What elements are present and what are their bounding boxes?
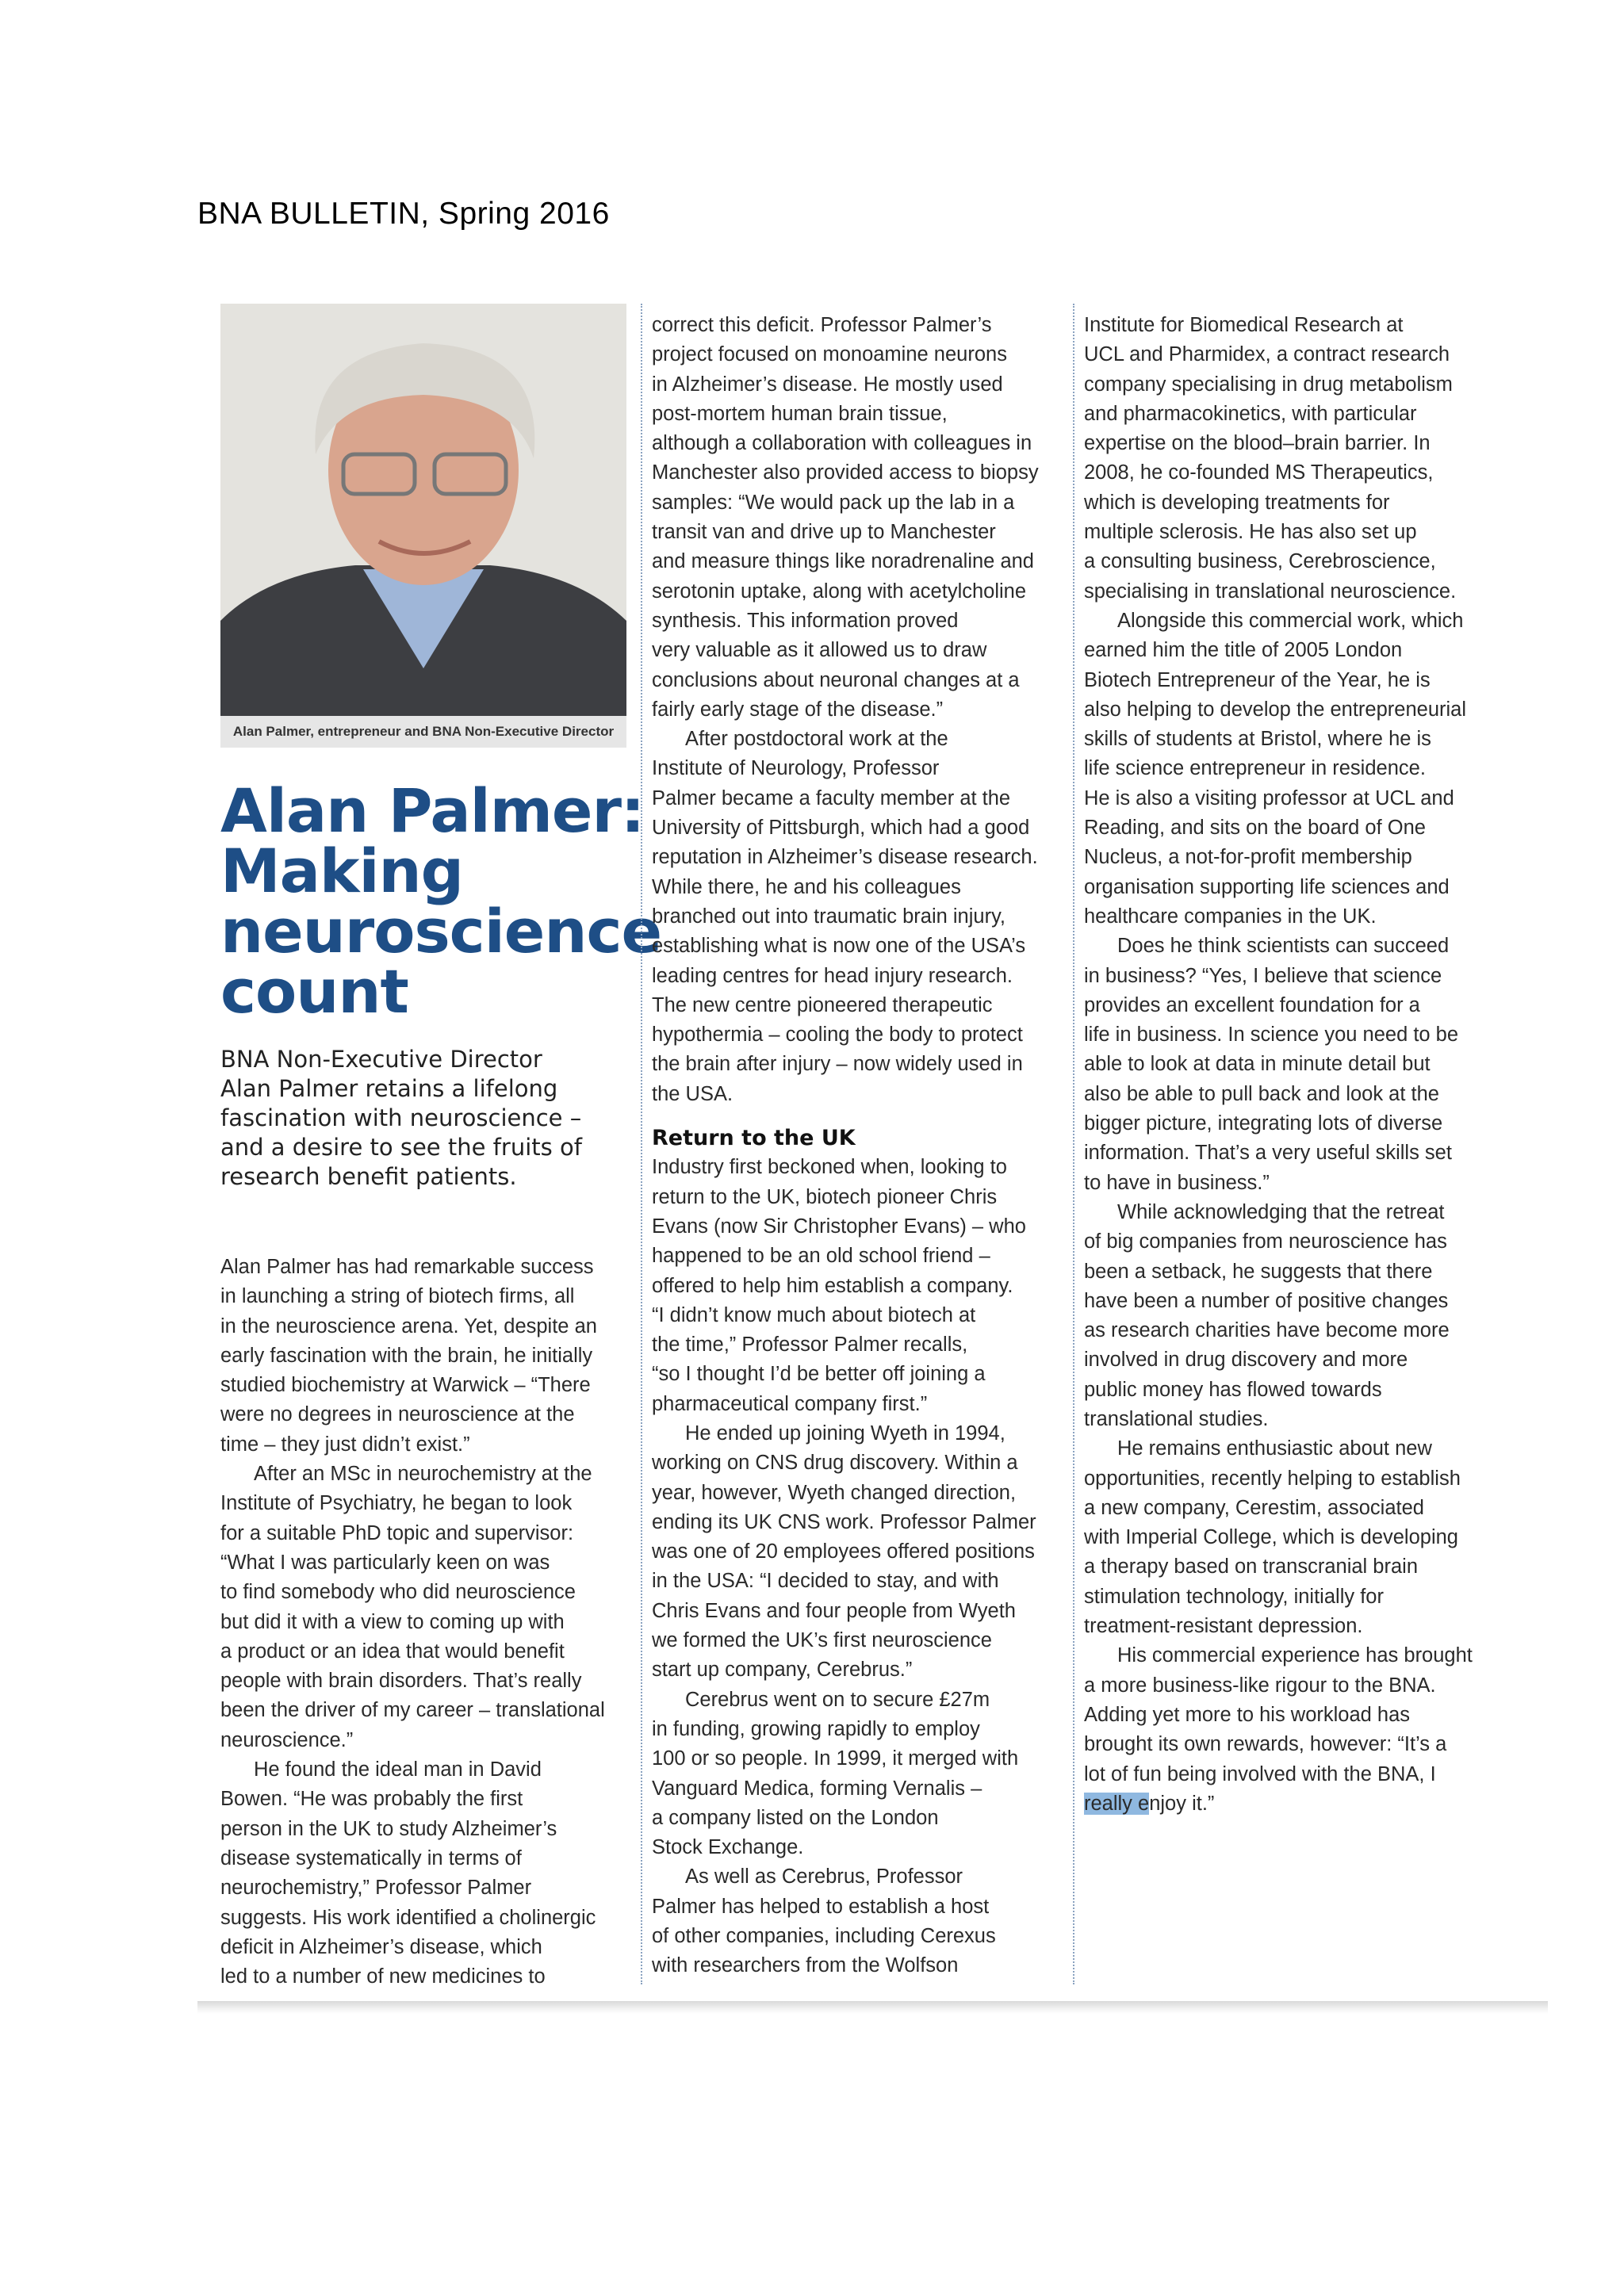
body-text-line: Institute of Psychiatry, he began to look bbox=[220, 1492, 573, 1515]
body-text-line: was one of 20 employees offered positions bbox=[652, 1540, 1035, 1563]
body-text-line: in launching a string of biotech firms, all bbox=[220, 1285, 575, 1308]
body-text-line: earned him the title of 2005 London bbox=[1084, 639, 1403, 662]
column-divider bbox=[641, 304, 642, 1984]
standfirst-line: Alan Palmer retains a lifelong bbox=[220, 1075, 558, 1102]
body-text-line: samples: “We would pack up the lab in a bbox=[652, 491, 1015, 514]
body-text-line: bigger picture, integrating lots of diverse bbox=[1084, 1112, 1443, 1135]
standfirst-line: and a desire to see the fruits of bbox=[220, 1134, 582, 1161]
body-text-line: disease systematically in terms of bbox=[220, 1846, 522, 1869]
body-column-1 bbox=[220, 1253, 633, 1992]
body-text-line: Reading, and sits on the board of One bbox=[1084, 817, 1426, 840]
body-text-line: brought its own rewards, however: “It’s a bbox=[1084, 1733, 1447, 1756]
body-text-line: a therapy based on transcranial brain bbox=[1084, 1556, 1419, 1578]
body-text-line: After an MSc in neurochemistry at the bbox=[254, 1463, 592, 1486]
body-text-line: a more business-like rigour to the BNA. bbox=[1084, 1674, 1436, 1697]
body-text-line: for a suitable PhD topic and supervisor: bbox=[220, 1521, 574, 1544]
body-text-line: involved in drug discovery and more bbox=[1084, 1349, 1408, 1372]
body-text-line: reputation in Alzheimer’s disease research. bbox=[652, 846, 1038, 869]
column-divider bbox=[1073, 304, 1074, 1984]
body-text-line: also be able to pull back and look at the bbox=[1084, 1082, 1439, 1105]
body-text-line: early fascination with the brain, he initially bbox=[220, 1344, 593, 1367]
body-text-line: year, however, Wyeth changed direction, bbox=[652, 1481, 1017, 1504]
body-text-line: correct this deficit. Professor Palmer’s bbox=[652, 314, 992, 336]
body-text-line: Vanguard Medica, forming Vernalis – bbox=[652, 1777, 982, 1800]
body-text-line: post-mortem human brain tissue, bbox=[652, 402, 948, 425]
body-text-line: Bowen. “He was probably the first bbox=[220, 1788, 523, 1811]
standfirst-line: research benefit patients. bbox=[220, 1163, 517, 1190]
body-text-line: a company listed on the London bbox=[652, 1806, 939, 1829]
body-text-line: multiple sclerosis. He has also set up bbox=[1084, 521, 1417, 544]
body-text-line: person in the UK to study Alzheimer’s bbox=[220, 1817, 557, 1840]
body-text-line: and measure things like noradrenaline and bbox=[652, 550, 1034, 573]
title-line: Alan Palmer: bbox=[220, 775, 645, 846]
body-text-line: Stock Exchange. bbox=[652, 1836, 804, 1859]
body-text-line: led to a number of new medicines to bbox=[220, 1965, 546, 1988]
body-text-line: Palmer has helped to establish a host bbox=[652, 1895, 990, 1918]
body-text-line: lot of fun being involved with the BNA, I bbox=[1084, 1762, 1436, 1785]
body-text-line: have been a number of positive changes bbox=[1084, 1289, 1449, 1312]
body-text-line: a new company, Cerestim, associated bbox=[1084, 1496, 1424, 1519]
body-text-line: University of Pittsburgh, which had a good bbox=[652, 817, 1030, 840]
body-text-line: He ended up joining Wyeth in 1994, bbox=[685, 1422, 1005, 1445]
body-text-line: information. That’s a very useful skills set bbox=[1084, 1142, 1452, 1165]
body-text-line: the time,” Professor Palmer recalls, bbox=[652, 1334, 968, 1357]
body-text-line: conclusions about neuronal changes at a bbox=[652, 668, 1020, 691]
body-text-line: the brain after injury – now widely used in bbox=[652, 1053, 1023, 1076]
body-text-line: organisation supporting life sciences and bbox=[1084, 875, 1450, 898]
photo-caption: Alan Palmer, entrepreneur and BNA Non-Executive Director bbox=[220, 716, 626, 748]
body-text-line: in the neuroscience arena. Yet, despite an bbox=[220, 1314, 597, 1337]
body-text-line: offered to help him establish a company. bbox=[652, 1274, 1013, 1297]
body-text-line: Adding yet more to his workload has bbox=[1084, 1703, 1411, 1726]
body-text-line: people with brain disorders. That’s really bbox=[220, 1670, 582, 1693]
body-text-line: As well as Cerebrus, Professor bbox=[685, 1866, 963, 1888]
body-text-line: Does he think scientists can succeed bbox=[1117, 935, 1450, 958]
body-text-line: a product or an idea that would benefit bbox=[220, 1640, 565, 1663]
portrait-illustration bbox=[220, 304, 626, 716]
publication-header: BNA BULLETIN, Spring 2016 bbox=[197, 197, 610, 231]
body-text-line: public money has flowed towards bbox=[1084, 1378, 1382, 1401]
body-text-line: Industry first beckoned when, looking to bbox=[652, 1156, 1007, 1179]
body-text-line: While there, he and his colleagues bbox=[652, 875, 961, 898]
body-text-fragment: njoy it.” bbox=[1149, 1792, 1215, 1815]
body-text-line: project focused on monoamine neurons bbox=[652, 343, 1007, 366]
body-text-line: of other companies, including Cerexus bbox=[652, 1925, 996, 1948]
body-text-line: Chris Evans and four people from Wyeth bbox=[652, 1599, 1016, 1622]
body-text-line: skills of students at Bristol, where he is bbox=[1084, 728, 1431, 751]
title-line: count bbox=[220, 956, 408, 1027]
body-text-line: a consulting business, Cerebroscience, bbox=[1084, 550, 1436, 573]
body-text-line: happened to be an old school friend – bbox=[652, 1245, 990, 1268]
body-text-line: neurochemistry,” Professor Palmer bbox=[220, 1877, 532, 1900]
body-text-line: but did it with a view to coming up with bbox=[220, 1610, 565, 1633]
body-text-line: synthesis. This information proved bbox=[652, 609, 959, 632]
body-text-line bbox=[1084, 1789, 1496, 1819]
body-column-3 bbox=[1084, 311, 1496, 1819]
body-text-line: treatment-resistant depression. bbox=[1084, 1615, 1363, 1638]
standfirst bbox=[220, 1045, 617, 1192]
body-text-line: “I didn’t know much about biotech at bbox=[652, 1303, 976, 1326]
page-bottom-rule bbox=[197, 2001, 1548, 2014]
body-text-line: Palmer became a faculty member at the bbox=[652, 786, 1011, 809]
body-text-line: stimulation technology, initially for bbox=[1084, 1585, 1384, 1608]
body-text-line: opportunities, recently helping to establish bbox=[1084, 1467, 1461, 1490]
body-text-line: Alongside this commercial work, which bbox=[1117, 609, 1464, 632]
portrait-photo bbox=[220, 304, 626, 716]
body-text-line: He is also a visiting professor at UCL and bbox=[1084, 786, 1454, 809]
body-text-line: His commercial experience has brought bbox=[1117, 1644, 1473, 1667]
body-text-line: expertise on the blood–brain barrier. In bbox=[1084, 432, 1431, 455]
body-text-line: been a setback, he suggests that there bbox=[1084, 1260, 1433, 1283]
body-text-line: able to look at data in minute detail but bbox=[1084, 1053, 1431, 1076]
body-column-2 bbox=[652, 311, 1064, 1981]
body-text-line: UCL and Pharmidex, a contract research bbox=[1084, 343, 1450, 366]
body-text-line: suggests. His work identified a cholinergic bbox=[220, 1906, 596, 1929]
body-text-line: return to the UK, biotech pioneer Chris bbox=[652, 1185, 998, 1208]
body-text-line: studied biochemistry at Warwick – “There bbox=[220, 1374, 591, 1397]
body-text-line: 2008, he co-founded MS Therapeutics, bbox=[1084, 461, 1434, 484]
body-text-line: Institute of Neurology, Professor bbox=[652, 757, 940, 780]
body-text-line: deficit in Alzheimer’s disease, which bbox=[220, 1935, 542, 1958]
body-text-line: leading centres for head injury research. bbox=[652, 964, 1013, 987]
standfirst-line: BNA Non-Executive Director bbox=[220, 1046, 542, 1073]
body-text-line: life science entrepreneur in residence. bbox=[1084, 757, 1426, 780]
body-text-line: with Imperial College, which is developing bbox=[1084, 1526, 1458, 1549]
body-text-line: Alan Palmer has had remarkable success bbox=[220, 1256, 594, 1278]
body-text-line: specialising in translational neuroscience. bbox=[1084, 580, 1457, 603]
body-text-line: in funding, growing rapidly to employ bbox=[652, 1717, 980, 1740]
body-text-line: which is developing treatments for bbox=[1084, 491, 1390, 514]
body-text-line: Nucleus, a not-for-profit membership bbox=[1084, 846, 1412, 869]
body-text-line: 100 or so people. In 1999, it merged with bbox=[652, 1747, 1019, 1770]
body-text-line: in Alzheimer’s disease. He mostly used bbox=[652, 373, 1003, 396]
body-text-line: working on CNS drug discovery. Within a bbox=[652, 1452, 1018, 1475]
body-text-line: we formed the UK’s first neuroscience bbox=[652, 1629, 992, 1652]
body-text-line: in business? “Yes, I believe that science bbox=[1084, 964, 1442, 987]
section-subheading: Return to the UK bbox=[652, 1126, 856, 1151]
body-text-line: as research charities have become more bbox=[1084, 1319, 1450, 1342]
body-text-line: and pharmacokinetics, with particular bbox=[1084, 402, 1417, 425]
body-text-line: very valuable as it allowed us to draw bbox=[652, 639, 987, 662]
title-line: neuroscience bbox=[220, 896, 662, 966]
body-text-line: After postdoctoral work at the bbox=[685, 728, 948, 751]
body-text-line: company specialising in drug metabolism bbox=[1084, 373, 1453, 396]
body-text-line: establishing what is now one of the USA’s bbox=[652, 935, 1026, 958]
body-text-line: transit van and drive up to Manchester bbox=[652, 521, 996, 544]
body-text-line: to find somebody who did neuroscience bbox=[220, 1581, 576, 1604]
title-line: Making bbox=[220, 836, 464, 906]
body-text-line: translational studies. bbox=[1084, 1407, 1269, 1430]
body-text-line: He remains enthusiastic about new bbox=[1117, 1437, 1432, 1460]
body-text-line: with researchers from the Wolfson bbox=[652, 1954, 959, 1977]
body-text-line: time – they just didn’t exist.” bbox=[220, 1433, 470, 1456]
body-text-line: neuroscience.” bbox=[220, 1728, 354, 1751]
body-text-line: He found the ideal man in David bbox=[254, 1758, 542, 1781]
body-text-line: been the driver of my career – translational bbox=[220, 1699, 605, 1722]
body-text-line: fairly early stage of the disease.” bbox=[652, 698, 944, 721]
body-text-line: life in business. In science you need to be bbox=[1084, 1024, 1459, 1047]
body-text-line: healthcare companies in the UK. bbox=[1084, 905, 1377, 928]
body-text-line: the USA. bbox=[652, 1082, 733, 1105]
body-text-line: branched out into traumatic brain injury, bbox=[652, 905, 1006, 928]
body-text-line: Biotech Entrepreneur of the Year, he is bbox=[1084, 668, 1431, 691]
body-text-line: start up company, Cerebrus.” bbox=[652, 1659, 913, 1682]
body-text-line: in the USA: “I decided to stay, and with bbox=[652, 1570, 999, 1593]
body-text-line: While acknowledging that the retreat bbox=[1117, 1200, 1445, 1223]
standfirst-line: fascination with neuroscience – bbox=[220, 1104, 582, 1131]
body-text-line: although a collaboration with colleagues in bbox=[652, 432, 1032, 455]
body-text-line: “so I thought I’d be better off joining a bbox=[652, 1363, 986, 1386]
body-text-line: to have in business.” bbox=[1084, 1171, 1270, 1194]
text-selection-highlight[interactable]: really e bbox=[1084, 1792, 1150, 1815]
body-text-line: also helping to develop the entrepreneurial bbox=[1084, 698, 1467, 721]
body-text-line: serotonin uptake, along with acetylcholine bbox=[652, 580, 1027, 603]
body-text-line: ending its UK CNS work. Professor Palmer bbox=[652, 1510, 1036, 1533]
article-title bbox=[220, 775, 662, 1027]
body-text-line: Evans (now Sir Christopher Evans) – who bbox=[652, 1215, 1026, 1238]
body-text-line: were no degrees in neuroscience at the bbox=[220, 1403, 575, 1426]
body-text-line: Cerebrus went on to secure £27m bbox=[685, 1688, 990, 1711]
body-text-line: The new centre pioneered therapeutic bbox=[652, 993, 993, 1016]
body-text-line: provides an excellent foundation for a bbox=[1084, 993, 1420, 1016]
body-text-line: pharmaceutical company first.” bbox=[652, 1392, 928, 1415]
body-text-line: Institute for Biomedical Research at bbox=[1084, 314, 1404, 336]
body-text-line: hypothermia – cooling the body to protect bbox=[652, 1024, 1023, 1047]
body-text-line: of big companies from neuroscience has bbox=[1084, 1230, 1447, 1253]
body-text-line: Manchester also provided access to biopsy bbox=[652, 461, 1039, 484]
body-text-line: “What I was particularly keen on was bbox=[220, 1551, 550, 1574]
